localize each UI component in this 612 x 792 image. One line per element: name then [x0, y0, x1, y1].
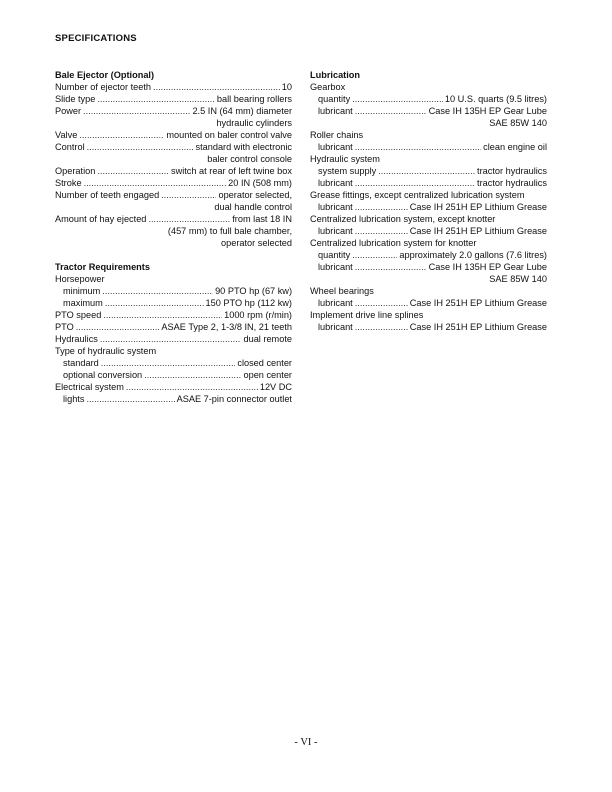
page-number: - VI -: [294, 737, 318, 748]
spec-row: [310, 249, 547, 261]
spec-row: [55, 357, 292, 369]
spec-value: 90 PTO hp (67 kw): [215, 286, 292, 296]
spec-row: [55, 177, 292, 189]
dot-leader: [148, 213, 230, 225]
spec-label: lubricant: [318, 226, 353, 236]
spec-label: lubricant: [318, 262, 353, 272]
spec-row: [55, 81, 292, 93]
spec-value: switch at rear of left twine box: [170, 166, 292, 176]
dot-leader: [144, 369, 241, 381]
spec-row: [55, 189, 292, 201]
spec-value-continuation: operator selected: [221, 238, 292, 248]
spec-value: dual remote: [243, 334, 292, 344]
left-column: [55, 69, 292, 405]
spec-value: 10: [281, 82, 292, 92]
spec-value: Case IH 251H EP Lithium Grease: [409, 226, 547, 236]
dot-leader: [97, 165, 169, 177]
spec-value: standard with electronic: [195, 142, 292, 152]
spec-row: [55, 369, 292, 381]
spec-label: Valve: [55, 130, 78, 140]
spec-row: [55, 321, 292, 333]
dot-leader: [86, 393, 174, 405]
spec-label: Power: [55, 106, 82, 116]
dot-leader: [103, 309, 222, 321]
spec-value: approximately 2.0 gallons (7.6 litres): [399, 250, 547, 260]
spec-row: [310, 105, 547, 117]
spec-row: [310, 225, 547, 237]
page-title: SPECIFICATIONS: [55, 33, 137, 44]
spec-row: [55, 381, 292, 393]
spec-value: Case IH 135H EP Gear Lube: [428, 262, 547, 272]
spec-value: 150 PTO hp (112 kw): [205, 298, 292, 308]
section-heading: Lubrication: [310, 70, 361, 80]
spec-label: Number of teeth engaged: [55, 190, 160, 200]
spec-value: 2.5 IN (64 mm) diameter: [192, 106, 292, 116]
spec-value: ASAE 7-pin connector outlet: [176, 394, 292, 404]
right-column: [310, 69, 547, 333]
dot-leader: [84, 177, 227, 189]
dot-leader: [105, 297, 204, 309]
dot-leader: [97, 93, 215, 105]
spec-value-continuation: SAE 85W 140: [489, 274, 547, 284]
spec-label: Operation: [55, 166, 96, 176]
spec-group-label: Grease fittings, except centralized lubrication system: [310, 190, 525, 200]
spec-group-label: Centralized lubrication system for knotter: [310, 238, 477, 248]
spec-label: quantity: [318, 94, 351, 104]
spec-value: 12V DC: [259, 382, 292, 392]
spec-label: Hydraulics: [55, 334, 98, 344]
spec-row: [310, 261, 547, 273]
spec-value-continuation: hydraulic cylinders: [216, 118, 292, 128]
spacer: [55, 249, 292, 261]
spec-label: optional conversion: [63, 370, 143, 380]
dot-leader: [355, 321, 408, 333]
spec-value-continuation: dual handle control: [214, 202, 292, 212]
spec-value: ASAE Type 2, 1-3/8 IN, 21 teeth: [161, 322, 292, 332]
spec-row: [55, 297, 292, 309]
spec-group-label: Roller chains: [310, 130, 364, 140]
spec-row: [310, 297, 547, 309]
spec-label: PTO speed: [55, 310, 102, 320]
spec-label: quantity: [318, 250, 351, 260]
spec-group-label: Hydraulic system: [310, 154, 380, 164]
dot-leader: [76, 321, 160, 333]
spec-group-label: Horsepower: [55, 274, 105, 284]
dot-leader: [355, 297, 408, 309]
spec-row: [55, 93, 292, 105]
spec-value: 1000 rpm (r/min): [224, 310, 292, 320]
spec-label: Slide type: [55, 94, 96, 104]
spec-row: [55, 309, 292, 321]
spec-row: [55, 165, 292, 177]
spec-value: operator selected,: [218, 190, 292, 200]
spec-value: Case IH 251H EP Lithium Grease: [409, 322, 547, 332]
spec-row: [310, 321, 547, 333]
spec-label: lubricant: [318, 178, 353, 188]
spec-label: lubricant: [318, 298, 353, 308]
spec-group-label: Wheel bearings: [310, 286, 374, 296]
dot-leader: [355, 105, 427, 117]
dot-leader: [126, 381, 258, 393]
spec-row: [55, 393, 292, 405]
spec-value: Case IH 135H EP Gear Lube: [428, 106, 547, 116]
dot-leader: [352, 249, 397, 261]
spec-value: closed center: [237, 358, 292, 368]
spec-value: mounted on baler control valve: [166, 130, 292, 140]
dot-leader: [79, 129, 164, 141]
spec-row: [310, 177, 547, 189]
spec-label: lubricant: [318, 202, 353, 212]
spec-value-continuation: (457 mm) to full bale chamber,: [167, 226, 292, 236]
dot-leader: [83, 105, 190, 117]
dot-leader: [355, 261, 427, 273]
spec-group-label: Type of hydraulic system: [55, 346, 157, 356]
section-heading: Bale Ejector (Optional): [55, 70, 155, 80]
spec-row: [55, 213, 292, 225]
spec-group-label: Implement drive line splines: [310, 310, 424, 320]
spec-label: Control: [55, 142, 85, 152]
section-heading: Tractor Requirements: [55, 262, 150, 272]
spec-value-continuation: SAE 85W 140: [489, 118, 547, 128]
dot-leader: [355, 177, 475, 189]
spec-value: open center: [243, 370, 292, 380]
spec-value: tractor hydraulics: [477, 166, 547, 176]
dot-leader: [355, 141, 481, 153]
spec-label: Amount of hay ejected: [55, 214, 147, 224]
spec-label: minimum: [63, 286, 101, 296]
dot-leader: [355, 201, 408, 213]
spec-value: 10 U.S. quarts (9.5 litres): [444, 94, 547, 104]
spec-row: [310, 141, 547, 153]
spec-value: Case IH 251H EP Lithium Grease: [409, 298, 547, 308]
dot-leader: [101, 357, 236, 369]
dot-leader: [161, 189, 216, 201]
spec-value: 20 IN (508 mm): [228, 178, 292, 188]
dot-leader: [153, 81, 280, 93]
spec-row: [310, 93, 547, 105]
dot-leader: [87, 141, 194, 153]
spec-row: [55, 285, 292, 297]
spec-value: from last 18 IN: [232, 214, 292, 224]
spec-value: ball bearing rollers: [216, 94, 292, 104]
spec-row: [55, 105, 292, 117]
dot-leader: [100, 333, 242, 345]
spec-group-label: Centralized lubrication system, except knotter: [310, 214, 496, 224]
dot-leader: [352, 93, 443, 105]
dot-leader: [355, 225, 408, 237]
spec-row: [55, 141, 292, 153]
spec-value-continuation: baler control console: [207, 154, 292, 164]
spec-value: clean engine oil: [483, 142, 547, 152]
spec-label: standard: [63, 358, 99, 368]
dot-leader: [378, 165, 475, 177]
spec-row: [310, 165, 547, 177]
spec-label: Electrical system: [55, 382, 124, 392]
spec-label: system supply: [318, 166, 377, 176]
spec-row: [55, 333, 292, 345]
spec-label: lights: [63, 394, 85, 404]
spec-row: [310, 201, 547, 213]
spec-label: lubricant: [318, 106, 353, 116]
spec-label: maximum: [63, 298, 103, 308]
spec-value: tractor hydraulics: [477, 178, 547, 188]
dot-leader: [102, 285, 213, 297]
spec-label: PTO: [55, 322, 74, 332]
spec-group-label: Gearbox: [310, 82, 346, 92]
spec-label: lubricant: [318, 142, 353, 152]
spec-value: Case IH 251H EP Lithium Grease: [409, 202, 547, 212]
spec-label: Stroke: [55, 178, 82, 188]
spec-label: Number of ejector teeth: [55, 82, 152, 92]
spec-label: lubricant: [318, 322, 353, 332]
spec-row: [55, 129, 292, 141]
